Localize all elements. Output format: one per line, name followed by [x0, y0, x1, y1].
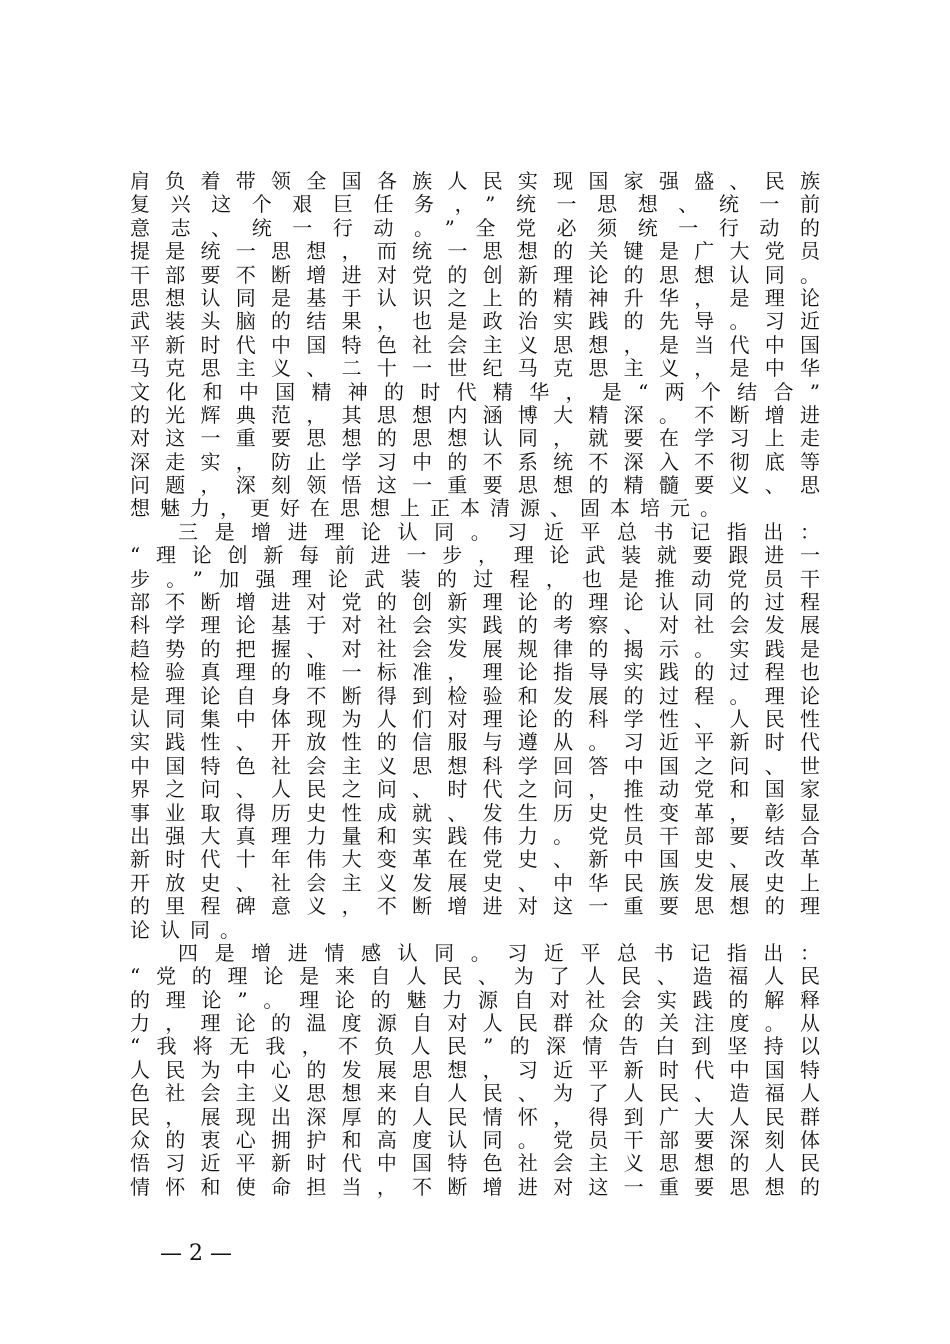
text-line: 开放史、社会主义发展史、中华民族发展史上: [130, 870, 820, 895]
text-line: 步。”加强理论武装的过程，也是推动党员干: [130, 566, 820, 591]
text-line: 力，理论的温度源自对人民群众的关注度。从: [130, 1011, 820, 1036]
text-line: 众的衷心拥护和高度认同。党员干部要深刻体: [130, 1128, 820, 1153]
text-line: 人民为中心的发展思想，习近平新时代中国特: [130, 1057, 820, 1082]
text-line: 文化和中国精神的时代精华，是“两个结合”: [130, 379, 820, 404]
text-line: 思想认同是基于认识之上的精神升华，是理论: [130, 285, 820, 310]
text-line: 论认同。: [130, 917, 250, 942]
text-line: 界之问、人民之问、时代之问，推动党和国家: [130, 777, 820, 802]
text-line: 肩负着带领全国各族人民实现国家强盛、民族: [130, 169, 820, 193]
page-number: — 2 —: [160, 1241, 232, 1266]
text-line: 深走实，防止学习中的不系统不深入不彻底等: [130, 449, 820, 474]
text-line: “党的理论是来自人民、为了人民、造福人民: [130, 964, 820, 989]
text-line: 的里程碑意义，不断增进对这一重要思想的理: [130, 894, 820, 919]
text-line: “理论创新每前进一步，理论武装就要跟进一: [130, 543, 820, 568]
text-line: 部不断增进对党的创新理论的理论认同的过程: [130, 590, 820, 615]
text-line: 平新时代中国特色社会主义思想，是当代中国: [130, 332, 820, 357]
text-line: 马克思主义、二十一世纪马克思主义，是中华: [130, 356, 820, 381]
text-line: 意志、统一行动。”全党必须统一行动的: [130, 215, 820, 240]
text-line: 干部要不断增进对党的创新理论的思想认同。: [130, 262, 820, 287]
text-line: 武装头脑的结果，也是政治实践的先导。习近: [130, 309, 820, 334]
text-line: 四是增进情感认同。习近平总书记指出：: [178, 940, 820, 965]
text-line: 色社会主义思想来自人民、为了人民、造福人: [130, 1081, 820, 1106]
text-line: 提是统一思想，而统一思想的关键是广大党员: [130, 239, 820, 264]
text-line: 中国特色社会主义思想科学回答中国之问、世: [130, 753, 820, 778]
text-line: 出强大真理力量和实践伟力。党员干部要结合: [130, 823, 820, 848]
body-text: [130, 170, 820, 1199]
text-line: 复兴这个艰巨任务，”统一思想、统一前: [130, 192, 820, 217]
text-line: 认同集中体现为人们对理论的科学性、人民性: [130, 706, 820, 731]
text-line: 科学理论基于对社会实践的考察、对社会发展: [130, 613, 820, 638]
text-line: 问题，深刻领悟这一重要思想的精髓要义、思: [130, 473, 820, 498]
text-line: 对这一重要思想的思想认同，就要在学习上走: [130, 426, 820, 451]
text-line: 趋势的把握、对社会发展规律的揭示。实践是: [130, 636, 820, 661]
text-line: 的理论”。理论的魅力源自对社会实践的解释: [130, 987, 820, 1012]
text-line: “我将无我，不负人民”的深情告白到坚持以: [130, 1034, 820, 1059]
text-line: 的光辉典范，其思想内涵博大精深。不断增进: [130, 402, 820, 427]
text-line: 实践性、开放性的信服与遵从。习近平新时代: [130, 730, 820, 755]
text-line: 三是增进理论认同。习近平总书记指出：: [178, 519, 820, 544]
text-line: 悟习近平新时代中国特色社会主义思想的人民: [130, 1151, 820, 1176]
text-line: 新时代十年伟大变革在党史、新中国史、改革: [130, 847, 820, 872]
text-line: 情怀和使命担当，不断增进对这一重要思想的: [130, 1174, 820, 1199]
text-line: 民，展现出深厚的人民情怀，得到广大人民群: [130, 1104, 820, 1129]
text-line: 事业取得历史性成就、发生历史性变革，彰显: [130, 800, 820, 825]
text-line: 是理论自身不断得到检验和发展的过程。理论: [130, 683, 820, 708]
text-line: 检验真理的唯一标准，理论指导实践的过程也: [130, 660, 820, 685]
text-line: 想魅力，更好在思想上正本清源、固本培元。: [130, 496, 730, 521]
